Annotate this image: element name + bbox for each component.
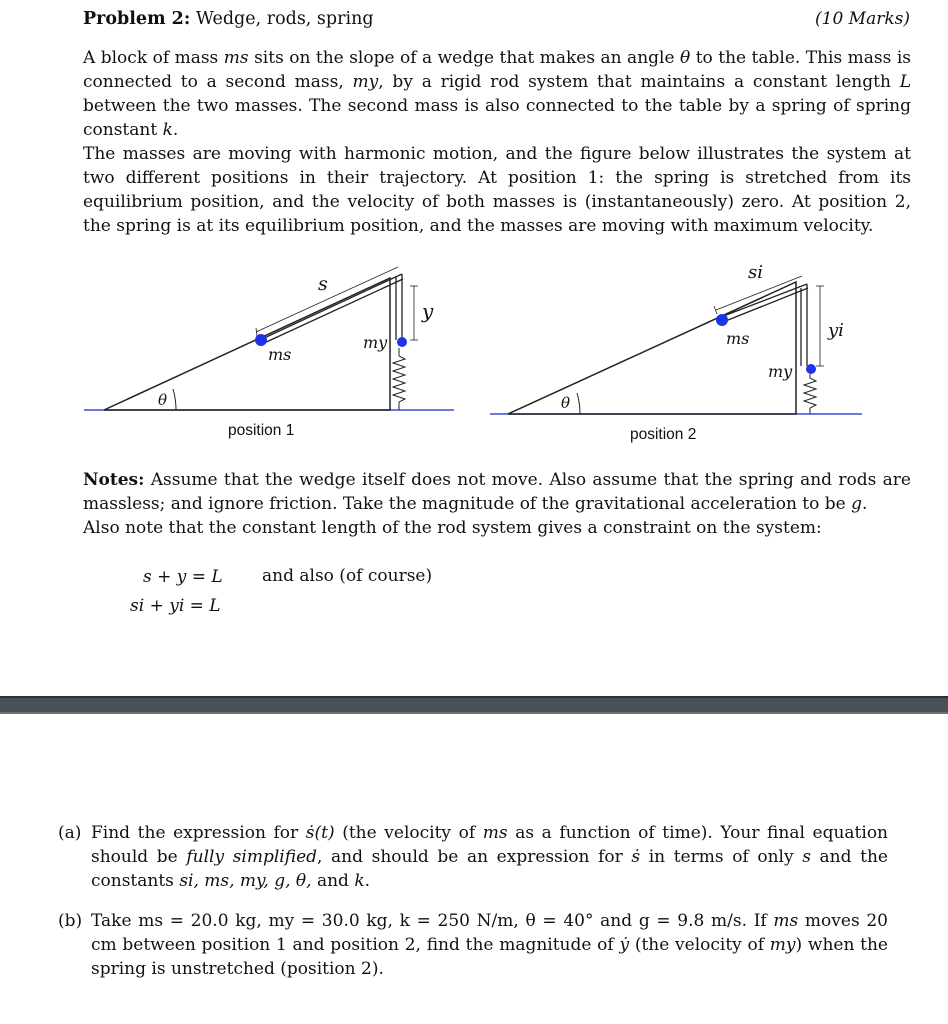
label-y-1: y <box>422 299 434 323</box>
rod-slope-1b <box>262 274 402 339</box>
question-a-text: Find the expression for ṡ(t) (the velocity of ms as a function of time). Your final equation should be fully simplified, and should be an expression for ṡ in terms of only s and the constants si, ms, my, g, θ, and k. <box>91 823 888 891</box>
position-2-label: position 2 <box>630 426 697 443</box>
theta-arc-2 <box>577 393 580 414</box>
theta-arc-1 <box>173 389 176 410</box>
label-ms-2: ms <box>726 329 750 348</box>
question-a-label: (a) <box>58 823 82 843</box>
equation-2: si + yi = L <box>130 596 221 616</box>
section-divider <box>0 696 948 714</box>
intro-paragraph-2: The masses are moving with harmonic motion, and the figure below illustrates the system at two different positions in their trajectory. At position 1: the spring is stretched from its equilibrium position, and the velocity of both masses is (instantaneously) zero. At position 2, the spring is at its equilibrium position, and the masses are moving with maximum velocity. <box>83 144 911 236</box>
position-1-diagram <box>84 267 454 410</box>
label-theta-1: θ <box>158 391 168 409</box>
position-1-label: position 1 <box>228 422 295 439</box>
equation-1: s + y = L <box>143 567 223 587</box>
equation-1-note: and also (of course) <box>262 566 433 586</box>
mass-my-1 <box>397 337 407 347</box>
label-ms-1: ms <box>268 345 292 364</box>
marks-label: (10 Marks) <box>815 9 910 29</box>
question-b <box>58 909 888 981</box>
position-2-diagram <box>490 262 862 414</box>
spring-1 <box>393 348 405 410</box>
label-si-2: si <box>748 262 763 283</box>
mass-my-2 <box>806 364 816 374</box>
notes-paragraph: Notes: Assume that the wedge itself does not move. Also assume that the spring and rods are massless; and ignore friction. Take the magnitude of the gravitational acceleration to be g. Also note that the constant length of the rod system gives a constraint on the system: <box>83 470 911 538</box>
intro-paragraph-1: A block of mass ms sits on the slope of a wedge that makes an angle θ to the table. This mass is connected to a second mass, my, by a rigid rod system that maintains a constant length L between the two masses. The second mass is also connected to the table by a spring of spring constant k. <box>83 48 912 140</box>
wedge-diagram-svg <box>80 252 870 452</box>
problem-title: Problem 2: Wedge, rods, spring <box>83 9 374 29</box>
question-b-label: (b) <box>58 911 83 931</box>
rod-slope-2b <box>721 284 807 317</box>
mass-ms-2 <box>716 314 728 326</box>
label-my-2: my <box>768 362 793 381</box>
label-yi-2: yi <box>828 320 844 341</box>
label-theta-2: θ <box>561 394 571 412</box>
wedge-2 <box>508 282 796 414</box>
wedge-figure <box>80 252 870 452</box>
spring-2 <box>804 374 816 414</box>
wedge-1 <box>104 278 390 410</box>
question-b-text: Take ms = 20.0 kg, my = 30.0 kg, k = 250 N/m, θ = 40° and g = 9.8 m/s. If ms moves 20 cm between position 1 and position 2, find the magnitude of ẏ (the velocity of my) when the spring is unstretched (position 2). <box>91 911 888 979</box>
label-my-1: my <box>363 333 388 352</box>
label-s-1: s <box>318 273 328 295</box>
question-a <box>58 821 888 893</box>
